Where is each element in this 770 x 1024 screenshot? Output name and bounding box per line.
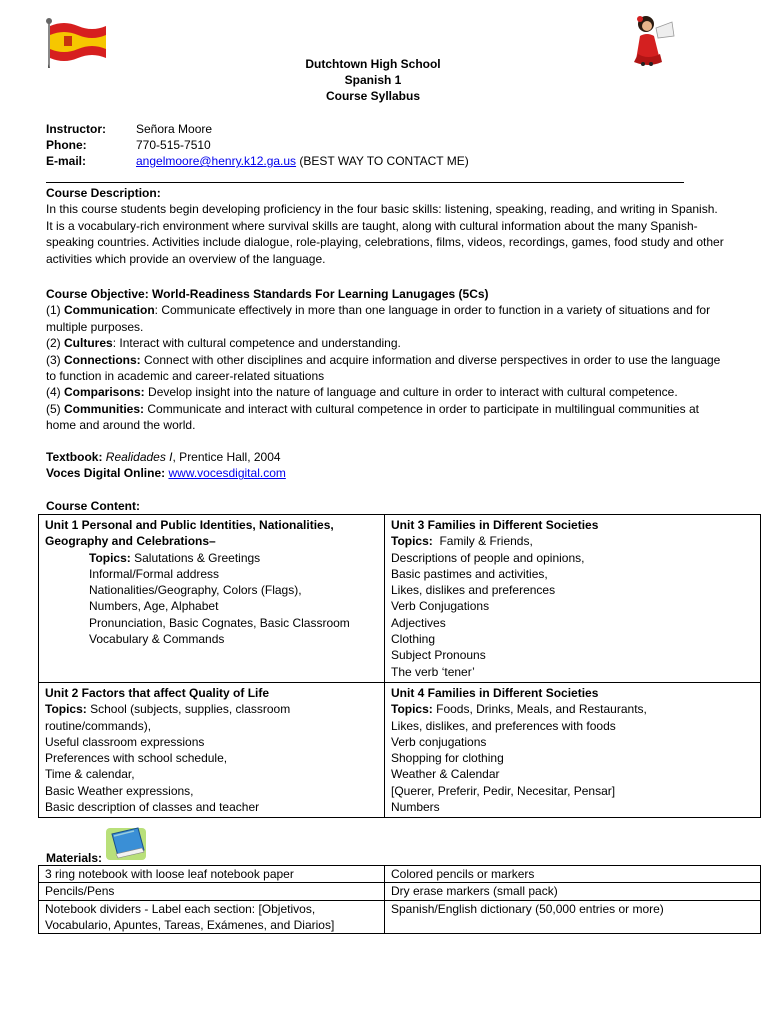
instructor-label: Instructor: [46,122,106,136]
table-cell: Dry erase markers (small pack) [385,883,761,900]
objective-item: (2) Cultures: Interact with cultural competence and understanding. [46,336,401,351]
unit-1-cell: Unit 1 Personal and Public Identities, Nationalities, Geography and Celebrations– Topics: Salutations & Greetings Informal/Formal address Nationalities/Geography, Colors (Flags), Numbers, Age, Alphabet Pronunciation, Basic Cognates, Basic Classroom Vocabulary & Commands [39,515,385,683]
course-content-heading: Course Content: [46,499,140,513]
school-name: Dutchtown High School [305,57,441,71]
document-title [0,56,770,104]
table-cell: Spanish/English dictionary (50,000 entries or more) [385,900,761,934]
unit-2-cell: Unit 2 Factors that affect Quality of Life Topics: School (subjects, supplies, classroom routine/commands), Useful classroom expressions Preferences with school schedule, Time & calendar, Basic Weather expressions, Basic description of classes and teacher [39,682,385,817]
instructor-value: Señora Moore [136,122,213,136]
textbook-info [46,449,726,482]
table-row [39,900,761,934]
table-row [39,883,761,900]
course-name: Spanish 1 [344,73,402,87]
description-text: In this course students begin developing proficiency in the four basic skills: listening, speaking, reading, and writing in Spanish. It is a vocabulary-rich environment where survival skills are taught, along with cultural information about the many Spanish-speaking countries. Activities include dialogue, role-playing, celebrations, films, videos, recordings, games, food study and other activities which provide an overview of the language. [46,202,724,266]
materials-heading: Materials: [46,851,103,865]
materials-table [38,865,761,934]
table-row [39,682,761,817]
table-cell: Notebook dividers - Label each section: [Objetivos, Vocabulario, Apuntes, Tareas, Exámenes, and Diarios] [39,900,385,934]
table-row [39,515,761,683]
email-note: (BEST WAY TO CONTACT ME) [296,154,469,168]
unit-3-cell: Unit 3 Families in Different Societies Topics: Family & Friends, Descriptions of people and opinions, Basic pastimes and activities, Likes, dislikes and preferences Verb Conjugations Adjectives Clothing Subject Pronouns The verb ‘tener’ [385,515,761,683]
phone-label: Phone: [46,138,87,152]
doc-type: Course Syllabus [325,89,421,103]
phone-value: 770-515-7510 [136,138,211,152]
objective-item: (1) Communication: Communicate effectively in more than one language in order to function in a variety of situations and for multiple purposes. [46,303,711,334]
description-heading: Course Description: [46,186,161,200]
online-line: Voces Digital Online: www.vocesdigital.com [46,466,286,481]
online-link[interactable]: www.vocesdigital.com [168,466,286,481]
unit-4-cell: Unit 4 Families in Different Societies Topics: Foods, Drinks, Meals, and Restaurants, Likes, dislikes, and preferences with foods Verb conjugations Shopping for clothing Weather & Calendar [Querer, Preferir, Pedir, Necesitar, Pensar] Numbers [385,682,761,817]
objective-item: (4) Comparisons: Develop insight into the nature of language and culture in order to interact with cultural competence. [46,385,678,400]
table-cell: 3 ring notebook with loose leaf notebook paper [39,866,385,883]
objective-item: (3) Connections: Connect with other disciplines and acquire information and diverse perspectives in order to use the language to function in academic and career-related situations [46,352,721,384]
course-description [46,185,726,267]
textbook-line: Textbook: Realidades I, Prentice Hall, 2004 [46,450,281,464]
objective-heading: Course Objective: World-Readiness Standards For Learning Lanugages (5Cs) [46,287,489,301]
course-content-table [38,514,761,818]
table-cell: Colored pencils or markers [385,866,761,883]
table-cell: Pencils/Pens [39,883,385,900]
objective-item: (5) Communities: Communicate and interact with cultural competence in order to participate in multilingual communities at home and around the world. [46,401,699,433]
table-row [39,866,761,883]
divider-line [46,182,684,183]
email-link[interactable]: angelmoore@henry.k12.ga.us [136,154,297,168]
email-label: E-mail: [46,154,87,168]
course-objective [46,286,726,434]
contact-info [46,121,469,169]
